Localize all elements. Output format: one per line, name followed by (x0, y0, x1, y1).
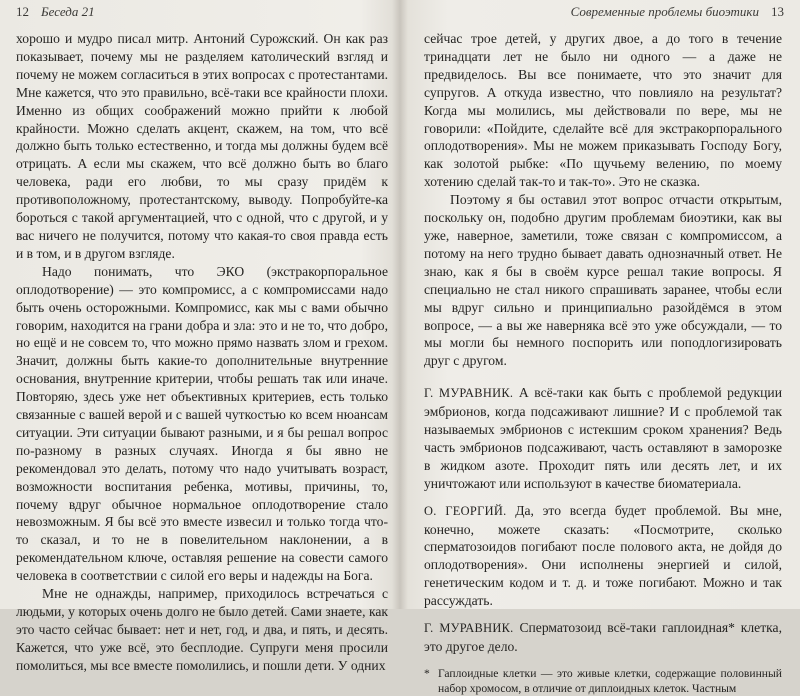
speaker-name: Г. МУРАВНИК. (424, 386, 514, 401)
right-page-number: 13 (771, 4, 784, 19)
right-header (571, 4, 784, 20)
right-running-head: Современные проблемы биоэтики (570, 4, 759, 19)
speaker-name: Г. МУРАВНИК. (424, 621, 514, 636)
left-paragraph-1: хорошо и мудро писал митр. Антоний Сурожский. Он как раз показывает, почему мы не разделяем католический взгляд и почему не можем согласиться в этих вопросах с протестантами. Мне кажется, что это правильно, всё-таки все крайности плохи. Именно из общих соображений можно прийти к любой крайности. Можно сделать акцент, скажем, на том, что всё должно быть только естественно, и тогда мы должны будем всё отрицать. А если мы скажем, что всё должно быть во благо человека, ради его любви, то мы сразу придём к противоположному, протестантскому, выводу. Попробуйте-ка бороться с такой аргументацией, что с одной, что с другой, и у вас ничего не получится, потому что какая-то своя правда есть и в том, и в другом взгляде. (16, 31, 388, 261)
footnote (424, 666, 782, 696)
right-paragraph-1: сейчас трое детей, у других двое, а до того в течение тринадцати лет не было ни одного — а даже не предвиделось. Вы все понимаете, что это значит для супругов. А откуда известно, что повлияло на результат? Когда мы молились, мы действовали по вере, мы не говорили: «Пойдите, сделайте всё для экстракорпорального оплодотворения». Мы не можем приказывать Господу Богу, как золотой рыбке: «По щучьему велению, по моему хотению сделай так-то и так-то». Это не сказка. (424, 31, 782, 190)
left-paragraph-3: Мне не однажды, например, приходилось встречаться с людьми, у которых очень долго не было детей. Сами знаете, как это часто сейчас бывает: нет и нет, год, и два, и пять, и десять. Кажется, что уже всё, это бесплодие. Супруги меня просили помолиться, мы все вместе помолились, и пошли дети. У одних (16, 586, 388, 673)
speaker-text: Да, это всегда будет проблемой. Вы мне, конечно, можете сказать: «Посмотрите, сколько сперматозоидов погибают после полового акта, не дойдя до оплодотворения». Они исполнены энергией и силой, генетическим кодом и т. д. и тоже погибают. Можно и так рассуждать. (424, 502, 782, 609)
left-running-head: Беседа 21 (41, 4, 95, 19)
right-page (402, 0, 800, 695)
speaker-text: Сперматозоид всё-таки гаплоидная* клетка, это другое дело. (424, 620, 782, 654)
speaker-text: А всё-таки как быть с проблемой редукции эмбрионов, когда подсаживают лишние? И с проблемой так называемых эмбрионов с истекшим сроком хранения? Ведь часть эмбрионов подсаживают, часть оставляют в заморозке в жидком азоте. Проходит пять или десять лет, и их уничтожают или используют в качестве биоматериала. (424, 385, 782, 491)
left-page (0, 0, 400, 673)
left-page-number: 12 (16, 4, 29, 19)
footnote-text: Гаплоидные клетки — это живые клетки, содержащие половинный набор хромосом, в отличие от диплоидных клеток. Частным (438, 666, 782, 695)
footnote-mark: * (424, 666, 430, 680)
right-paragraph-2: Поэтому я бы оставил этот вопрос отчасти открытым, поскольку он, подобно другим проблемам биоэтики, как вы уже, наверное, заметили, тоже связан с компромиссом, а потому на него трудно бывает давать однозначный ответ. Не знаю, как я бы в своём курсе решал такие вопросы. Я специально не стал никого спрашивать заранее, чтобы если мы вдруг сильно и принципиально разойдёмся в этом вопросе, — а вы же наверняка всё это уже обсуждали, — то мы могли бы немного поспорить или поподлогизировать друг с другом. (424, 192, 782, 369)
left-header (16, 4, 95, 20)
dialogue-exchange-2 (424, 502, 782, 610)
dialogue-exchange-1 (424, 384, 782, 492)
right-body-text (424, 30, 782, 695)
left-body-text (16, 30, 388, 673)
left-paragraph-2: Надо понимать, что ЭКО (экстракорпоральное оплодотворение) — это компромисс, а с компромиссами надо быть очень осторожными. Компромисс, как мы с вами обычно говорим, находится на грани добра и зла: это и не то, что добро, но ещё и не совсем то, что можно прямо назвать злом и грехом. Значит, должны быть какие-то дополнительные внутренние основания, внутренние критерии, чтобы решать так или иначе. Повторяю, здесь уже нет объективных критериев, есть только связанные с вашей верой и с вашей чуткостью ко всем нюансам ситуации. Эти ситуации бывают разными, и я бы решал вопрос по-разному в разных случаях. Иногда я бы явно не рекомендовал это делать, потому что надо учитывать возраст, возможности воспитания ребенка, мотивы, причины, то, почему вдруг обычное нормальное оплодотворение стало невозможным. Я бы всё это вместе извесил и только тогда что-то сказал, и то не в повелительном наклонении, а в рекомендательном ключе, оставляя решение на совести самого человека в соответствии с силой его веры и надежды на Бога. (16, 263, 388, 584)
speaker-name: О. ГЕОРГИЙ. (424, 503, 507, 518)
dialogue-exchange-3 (424, 619, 782, 656)
